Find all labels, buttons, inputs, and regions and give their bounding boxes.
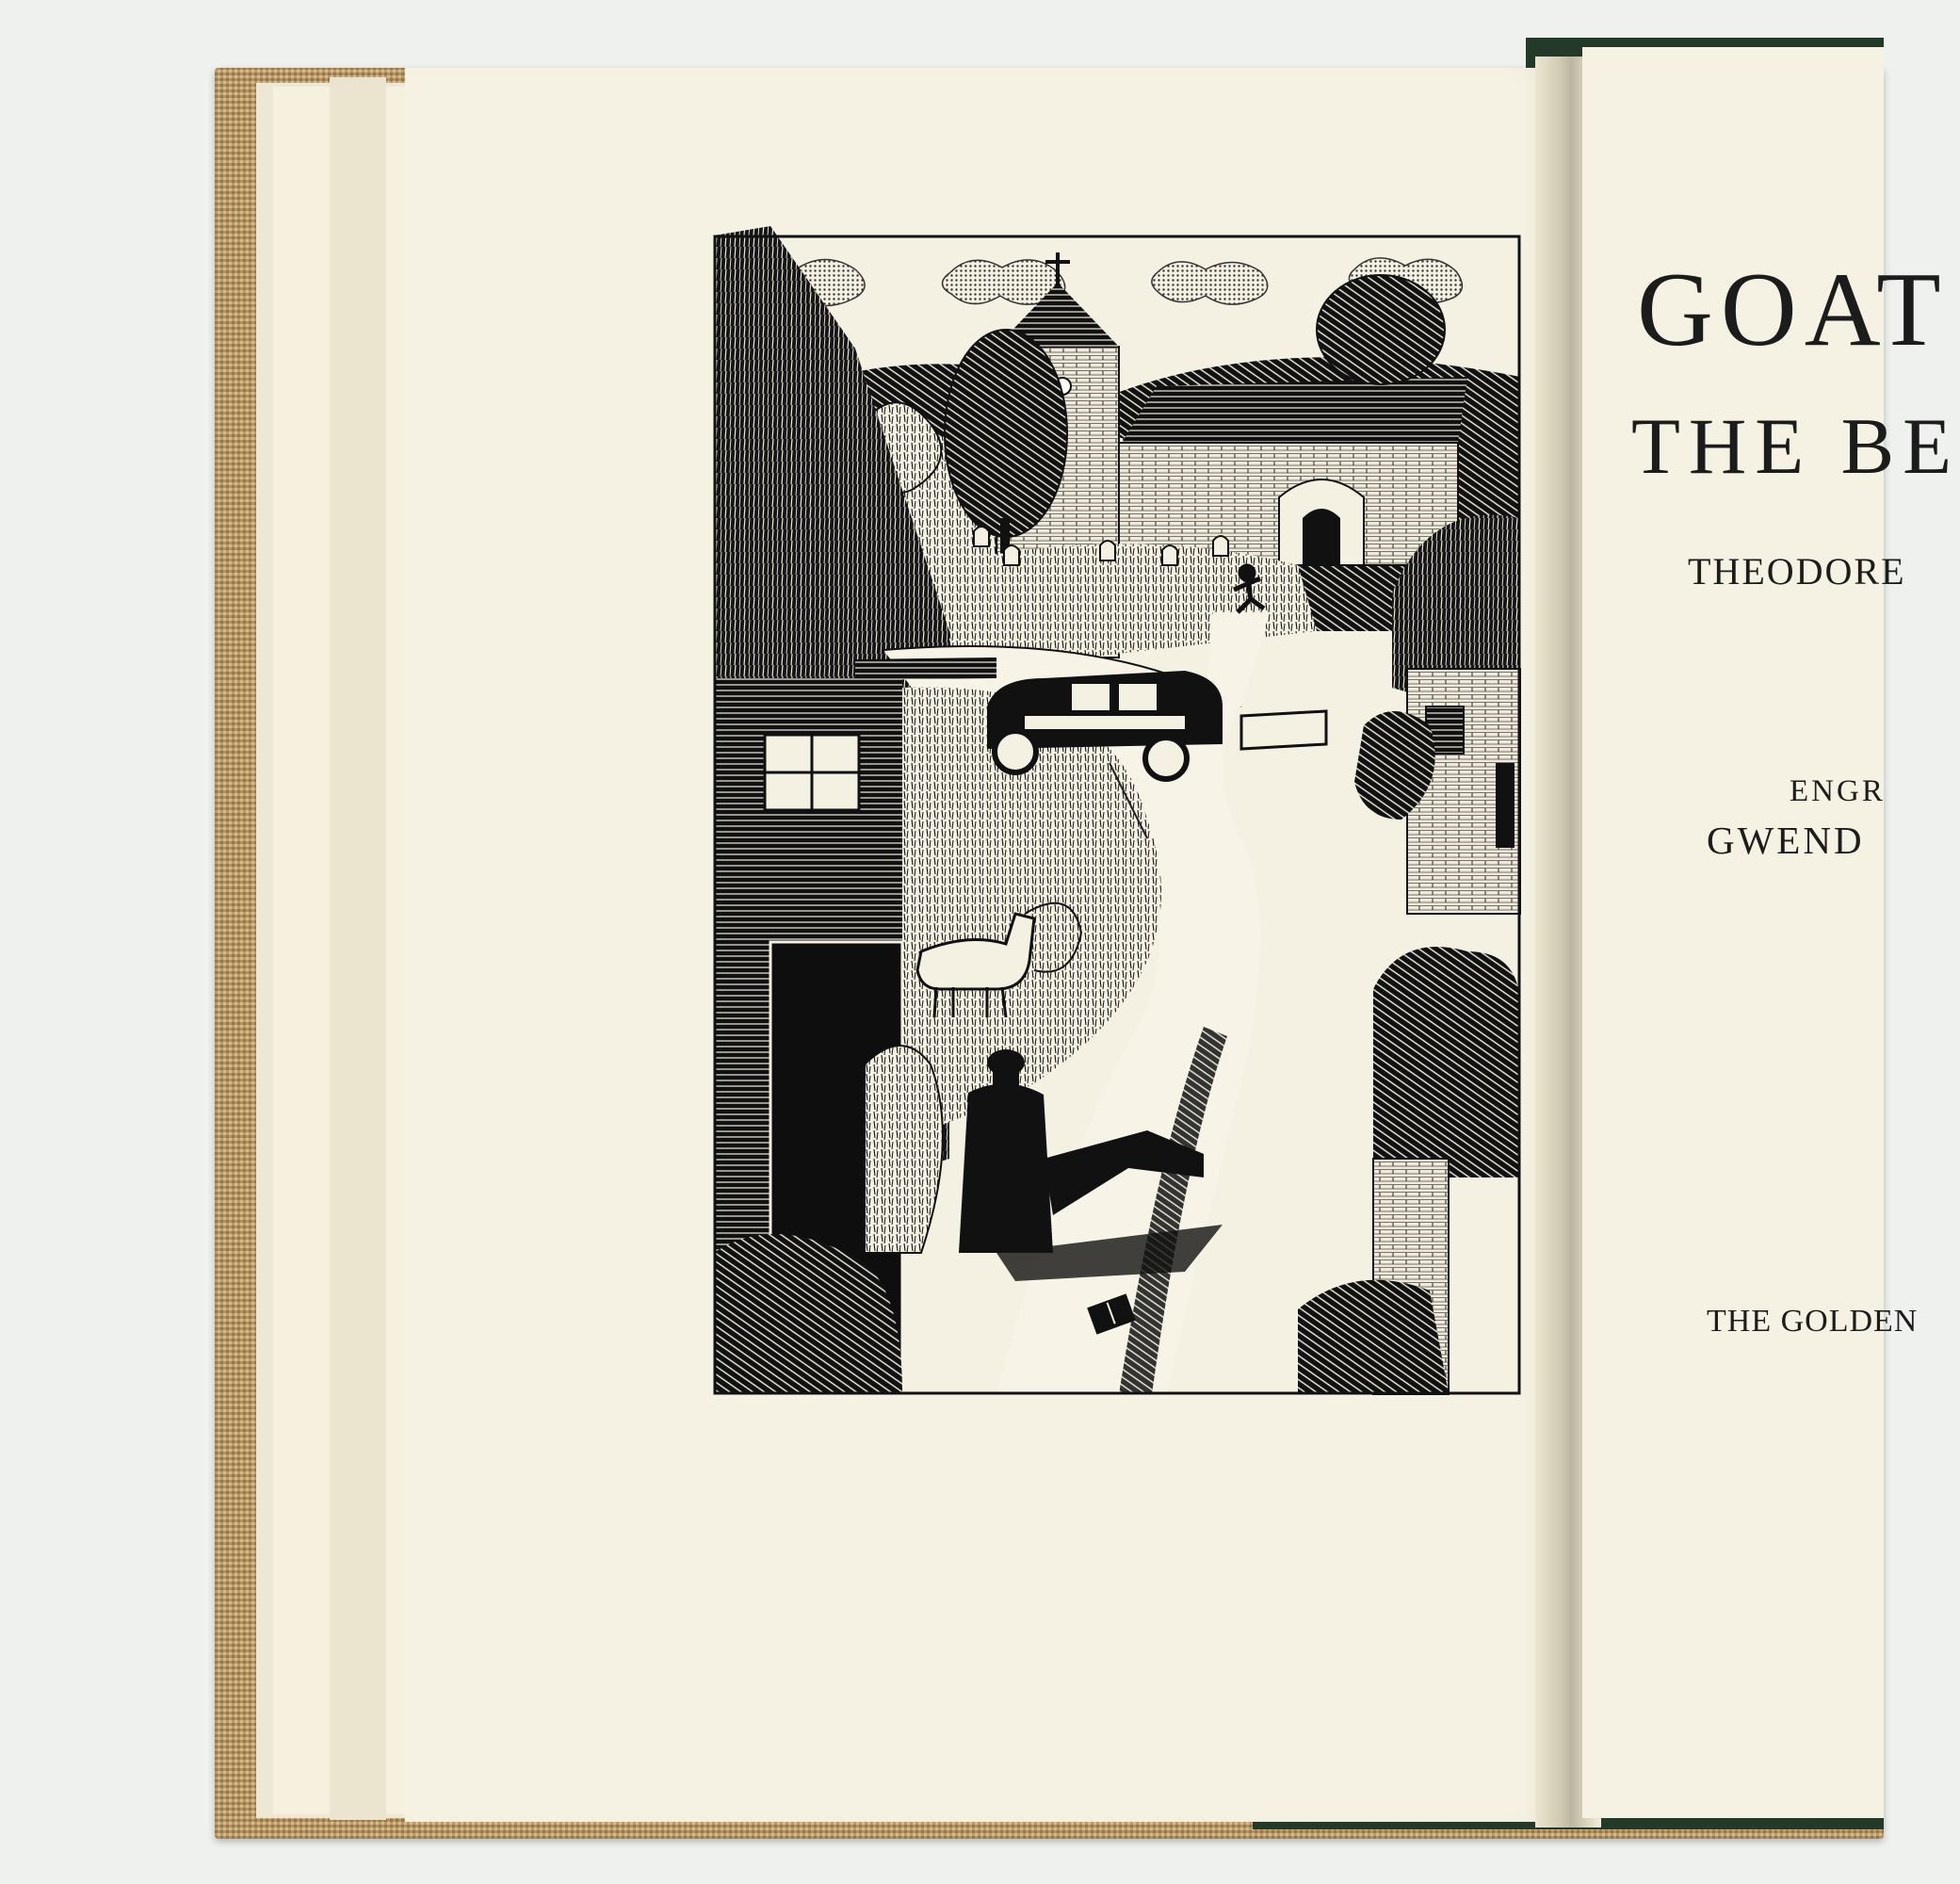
engraved-by-label: ENGR xyxy=(1790,774,1886,808)
engraver-name: GWEND xyxy=(1707,819,1865,862)
book-title-line1: GOAT xyxy=(1637,252,1949,368)
wood-engraving-illustration xyxy=(714,236,1520,1394)
book-title-line2: THE BE xyxy=(1631,402,1960,491)
deckle-edge xyxy=(330,77,386,1820)
author-name: THEODORE xyxy=(1688,550,1906,593)
publisher-name: THE GOLDEN xyxy=(1707,1304,1919,1339)
